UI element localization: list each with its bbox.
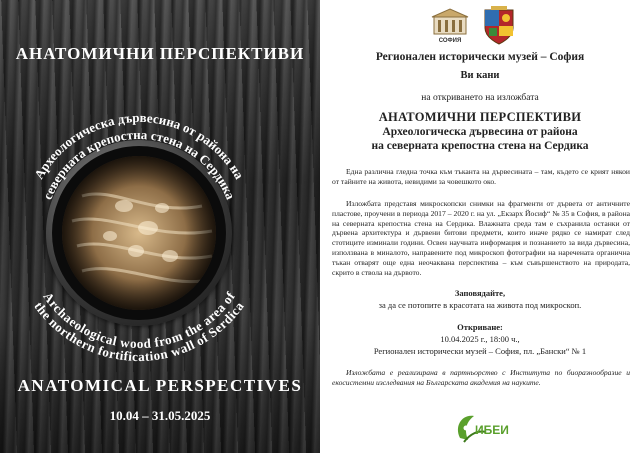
title-en: ANATOMICAL PERSPECTIVES bbox=[17, 376, 303, 395]
exhibition-title: АНАТОМИЧНИ ПЕРСПЕКТИВИ bbox=[378, 110, 582, 124]
opening-label: Откриване: bbox=[457, 322, 503, 332]
description-paragraph: Изложбата представя микроскопски снимки на фрагменти от дървета от античните пластове, проучени в периода 2017 – 2020 г. на ул. „Екзарх Йосиф“ № 35 в София, в района на северната крепостна стена на Сердика. Влажната среда там е съхранила останки от дървена архитектура и дървени битови предмети, които иначе рядко се намират след стотиците изминали години. Освен научната информация и познанието за вида дървесина, използвана в миналото, направените под микроскоп фотографии на наречената органична тъкан отварят още една неочаквана перспектива – към съвършенството на природата, скрито в стволa на дървото. bbox=[332, 199, 630, 277]
opening-datetime: 10.04.2025 г., 18:00 ч., bbox=[440, 334, 520, 344]
welcome-text: за да се потопите в красотата на живота под микроскоп. bbox=[378, 300, 582, 310]
exhibition-subtitle-line1: Археологическа дървесина от района bbox=[382, 126, 578, 138]
invitation-panel bbox=[320, 0, 640, 453]
museum-name: Регионален исторически музей – София bbox=[375, 51, 585, 63]
partnership-note: Изложбата е реализирана в партньорство с Института по биоразнообразие и екосистемни изследвания на Българската академия на науките. bbox=[332, 368, 630, 387]
arc-en-line1: Archaeological wood from the area of bbox=[40, 289, 238, 352]
ibei-logo-icon bbox=[452, 408, 512, 446]
museum-logo-icon bbox=[430, 8, 470, 44]
ibei-logo-label: ИБЕИ bbox=[475, 423, 509, 437]
logo-row bbox=[320, 6, 640, 46]
exhibition-dates: 10.04 – 31.05.2025 bbox=[109, 408, 211, 423]
arc-bg-line2: северната крепостна стена на Сердика bbox=[39, 126, 239, 202]
invites-text: Ви кани bbox=[460, 70, 500, 81]
museum-logo-label: СОФИЯ bbox=[438, 38, 462, 44]
arc-en-line2: the northern fortification wall of Serdica bbox=[31, 298, 247, 365]
welcome-heading: Заповядайте, bbox=[454, 288, 506, 298]
title-bg: АНАТОМИЧНИ ПЕРСПЕКТИВИ bbox=[15, 44, 305, 63]
arc-bg-line1: Археологическа дървесина от района на bbox=[31, 109, 247, 182]
exhibition-subtitle-line2: на северната крепостна стена на Сердика bbox=[371, 140, 589, 152]
sofia-coat-of-arms-icon bbox=[482, 6, 516, 46]
opening-venue: Регионален исторически музей – София, пл. „Бански“ № 1 bbox=[373, 346, 587, 356]
opening-text: на откриването на изложбата bbox=[421, 93, 539, 103]
intro-paragraph: Една различна гледна точка към тъканта на дървесината – там, където се крият някои от тайните на живота, невидими за човешкото око. bbox=[332, 167, 630, 186]
